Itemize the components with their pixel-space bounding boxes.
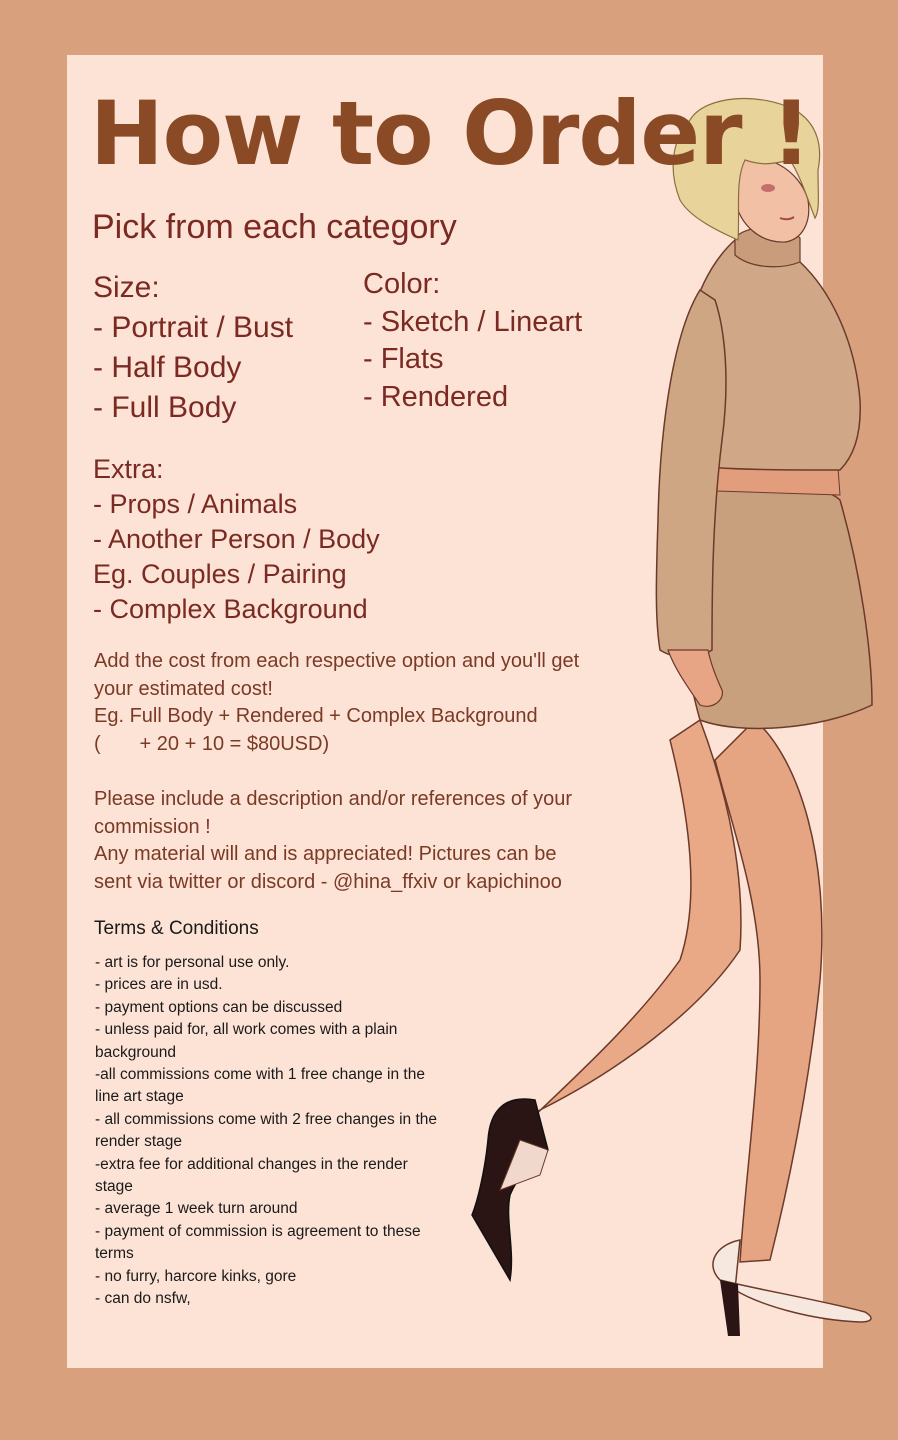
color-option: - Rendered: [363, 380, 509, 413]
color-option: - Sketch / Lineart: [363, 305, 583, 338]
terms-line: - prices are in usd.: [95, 976, 223, 994]
description-line: Any material will and is appreciated! Pictures can be: [94, 843, 557, 865]
terms-line: - can do nsfw,: [95, 1290, 191, 1308]
terms-line: - no furry, harcore kinks, gore: [95, 1267, 297, 1285]
size-heading: Size:: [93, 271, 160, 304]
extra-category: [93, 452, 380, 627]
cost-explanation: [94, 648, 614, 758]
extra-option: - Another Person / Body: [93, 524, 380, 554]
terms-line: line art stage: [95, 1088, 184, 1106]
color-heading: Color:: [363, 268, 441, 300]
extra-heading: Extra:: [93, 454, 164, 484]
subtitle: Pick from each category: [92, 208, 457, 246]
page-title: How to Order !: [90, 82, 811, 185]
description-note: [94, 786, 614, 896]
extra-option: - Complex Background: [93, 594, 368, 624]
cost-line: your estimated cost!: [94, 677, 273, 700]
cost-line: ( + 20 + 10 = $80USD): [94, 732, 330, 755]
description-line: sent via twitter or discord - @hina_ffxiv or kapichinoo: [94, 870, 562, 893]
terms-line: background: [95, 1043, 177, 1061]
terms-line: - payment of commission is agreement to these: [95, 1222, 421, 1240]
size-category: [93, 268, 293, 428]
terms-line: stage: [95, 1178, 133, 1196]
color-category: [363, 266, 582, 416]
terms-list: [95, 952, 475, 1311]
terms-line: render stage: [95, 1133, 183, 1151]
cost-line: Eg. Full Body + Rendered + Complex Background: [94, 705, 538, 727]
extra-option: Eg. Couples / Pairing: [93, 559, 347, 589]
extra-option: - Props / Animals: [93, 489, 298, 519]
color-option: - Flats: [363, 343, 444, 375]
size-option: - Portrait / Bust: [93, 311, 294, 344]
terms-line: - average 1 week turn around: [95, 1200, 298, 1218]
description-line: Please include a description and/or references of your: [94, 788, 573, 810]
size-option: - Half Body: [93, 351, 242, 384]
terms-line: - all commissions come with 2 free changes in the: [95, 1110, 438, 1128]
cost-line: Add the cost from each respective option and you'll get: [94, 650, 580, 672]
terms-line: - unless paid for, all work comes with a plain: [95, 1021, 398, 1039]
terms-line: -all commissions come with 1 free change in the: [95, 1066, 425, 1084]
size-option: - Full Body: [93, 391, 237, 424]
terms-line: - art is for personal use only.: [95, 954, 290, 971]
terms-title: Terms & Conditions: [94, 918, 259, 939]
terms-line: terms: [95, 1245, 134, 1263]
terms-line: -extra fee for additional changes in the render: [95, 1155, 408, 1173]
description-line: commission !: [94, 815, 211, 838]
terms-line: - payment options can be discussed: [95, 998, 343, 1016]
